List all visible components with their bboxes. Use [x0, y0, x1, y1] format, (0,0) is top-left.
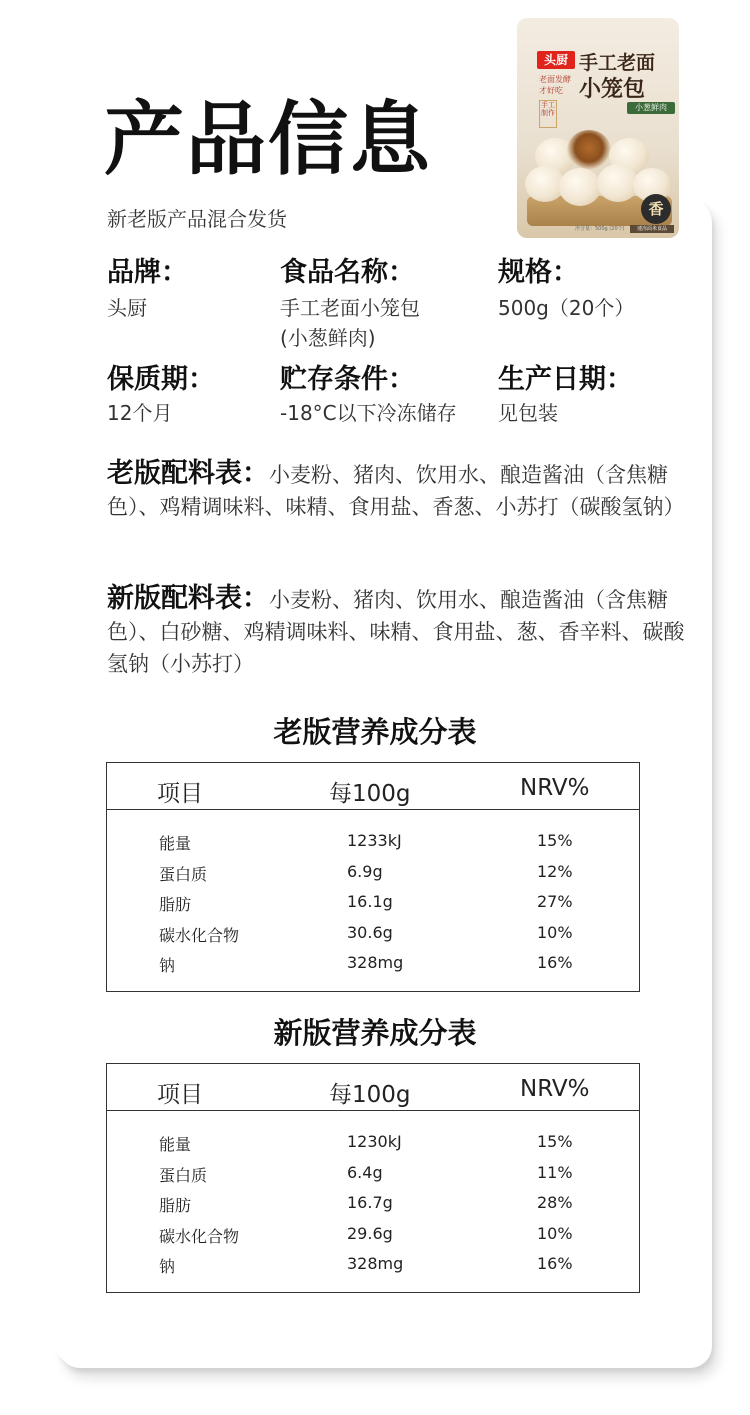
row-value: 1233kJ — [347, 831, 402, 850]
food-name-value: 手工老面小笼包 (小葱鲜肉) — [280, 296, 420, 350]
row-nrv: 16% — [537, 953, 573, 972]
header-item: 项目 — [157, 1082, 203, 1108]
production-date-label: 生产日期： — [498, 364, 633, 395]
row-item: 钠 — [159, 1257, 176, 1276]
bun-graphic — [559, 168, 601, 206]
product-net-weight: 净含量：500g (20个) — [575, 226, 625, 232]
food-name-label: 食品名称： — [280, 257, 415, 288]
row-value: 30.6g — [347, 923, 393, 942]
row-value: 328mg — [347, 953, 404, 972]
row-nrv: 16% — [537, 1254, 573, 1273]
product-fragrance-badge: 香 — [641, 194, 671, 224]
row-value: 1230kJ — [347, 1132, 402, 1151]
row-item: 能量 — [159, 1135, 192, 1154]
product-seal-icon: 手工 制作 — [539, 100, 557, 128]
product-name-line1: 手工老面 — [579, 52, 656, 74]
header-per100g: 每100g — [329, 1082, 411, 1108]
row-nrv: 28% — [537, 1193, 573, 1212]
storage-value: -18°C以下冷冻储存 — [280, 401, 457, 425]
page-subtitle: 新老版产品混合发货 — [107, 207, 287, 231]
header-item: 项目 — [157, 781, 203, 807]
old-ingredients — [107, 458, 687, 523]
row-nrv: 15% — [537, 831, 573, 850]
brand-value: 头厨 — [107, 296, 147, 320]
row-item: 脂肪 — [159, 1196, 192, 1215]
page-title: 产品信息 — [104, 93, 432, 186]
shelf-life-value: 12个月 — [107, 401, 173, 425]
row-value: 29.6g — [347, 1224, 393, 1243]
row-value: 328mg — [347, 1254, 404, 1273]
row-value: 6.9g — [347, 862, 383, 881]
row-nrv: 10% — [537, 923, 573, 942]
product-package-image — [517, 18, 679, 238]
spec-label: 规格： — [498, 257, 579, 288]
table-header — [107, 1064, 639, 1111]
row-item: 能量 — [159, 834, 192, 853]
header-nrv: NRV% — [520, 1076, 590, 1102]
old-nutrition-title: 老版营养成分表 — [273, 715, 477, 749]
old-nutrition-table — [106, 762, 640, 992]
row-nrv: 27% — [537, 892, 573, 911]
old-ingredients-text: 小麦粉、猪肉、饮用水、酿造酱油（含焦糖色）、鸡精调味料、味精、食用盐、香葱、小苏打（碳酸氢钠） — [107, 463, 685, 519]
new-nutrition-title: 新版营养成分表 — [273, 1016, 477, 1050]
row-item: 脂肪 — [159, 895, 192, 914]
row-item: 蛋白质 — [159, 865, 208, 884]
row-nrv: 11% — [537, 1163, 573, 1182]
row-nrv: 15% — [537, 1132, 573, 1151]
new-ingredients-label: 新版配料表： — [107, 583, 269, 614]
product-name-line2: 小笼包 — [579, 76, 646, 102]
row-item: 碳水化合物 — [159, 1227, 240, 1246]
product-flavor-tag: 小葱鲜肉 — [627, 102, 675, 114]
row-item: 蛋白质 — [159, 1166, 208, 1185]
new-nutrition-table — [106, 1063, 640, 1293]
storage-label: 贮存条件： — [280, 364, 415, 395]
row-nrv: 10% — [537, 1224, 573, 1243]
table-header — [107, 763, 639, 810]
old-ingredients-label: 老版配料表： — [107, 458, 269, 489]
product-brand-logo: 头厨 — [537, 51, 575, 69]
product-category-bar: 速冻面米食品 — [630, 225, 674, 233]
row-item: 碳水化合物 — [159, 926, 240, 945]
row-value: 16.1g — [347, 892, 393, 911]
row-value: 16.7g — [347, 1193, 393, 1212]
bun-graphic — [567, 130, 611, 170]
row-item: 钠 — [159, 956, 176, 975]
production-date-value: 见包装 — [498, 401, 558, 425]
row-value: 6.4g — [347, 1163, 383, 1182]
header-per100g: 每100g — [329, 781, 411, 807]
brand-label: 品牌： — [107, 257, 188, 288]
new-ingredients — [107, 583, 687, 680]
header-nrv: NRV% — [520, 775, 590, 801]
product-slogan: 老面发酵 才好吃 — [539, 75, 571, 95]
shelf-life-label: 保质期： — [107, 364, 215, 395]
row-nrv: 12% — [537, 862, 573, 881]
new-ingredients-text: 小麦粉、猪肉、饮用水、酿造酱油（含焦糖色）、白砂糖、鸡精调味料、味精、食用盐、葱、香辛料、碳酸氢钠（小苏打） — [107, 588, 685, 676]
spec-value: 500g（20个） — [498, 296, 635, 320]
